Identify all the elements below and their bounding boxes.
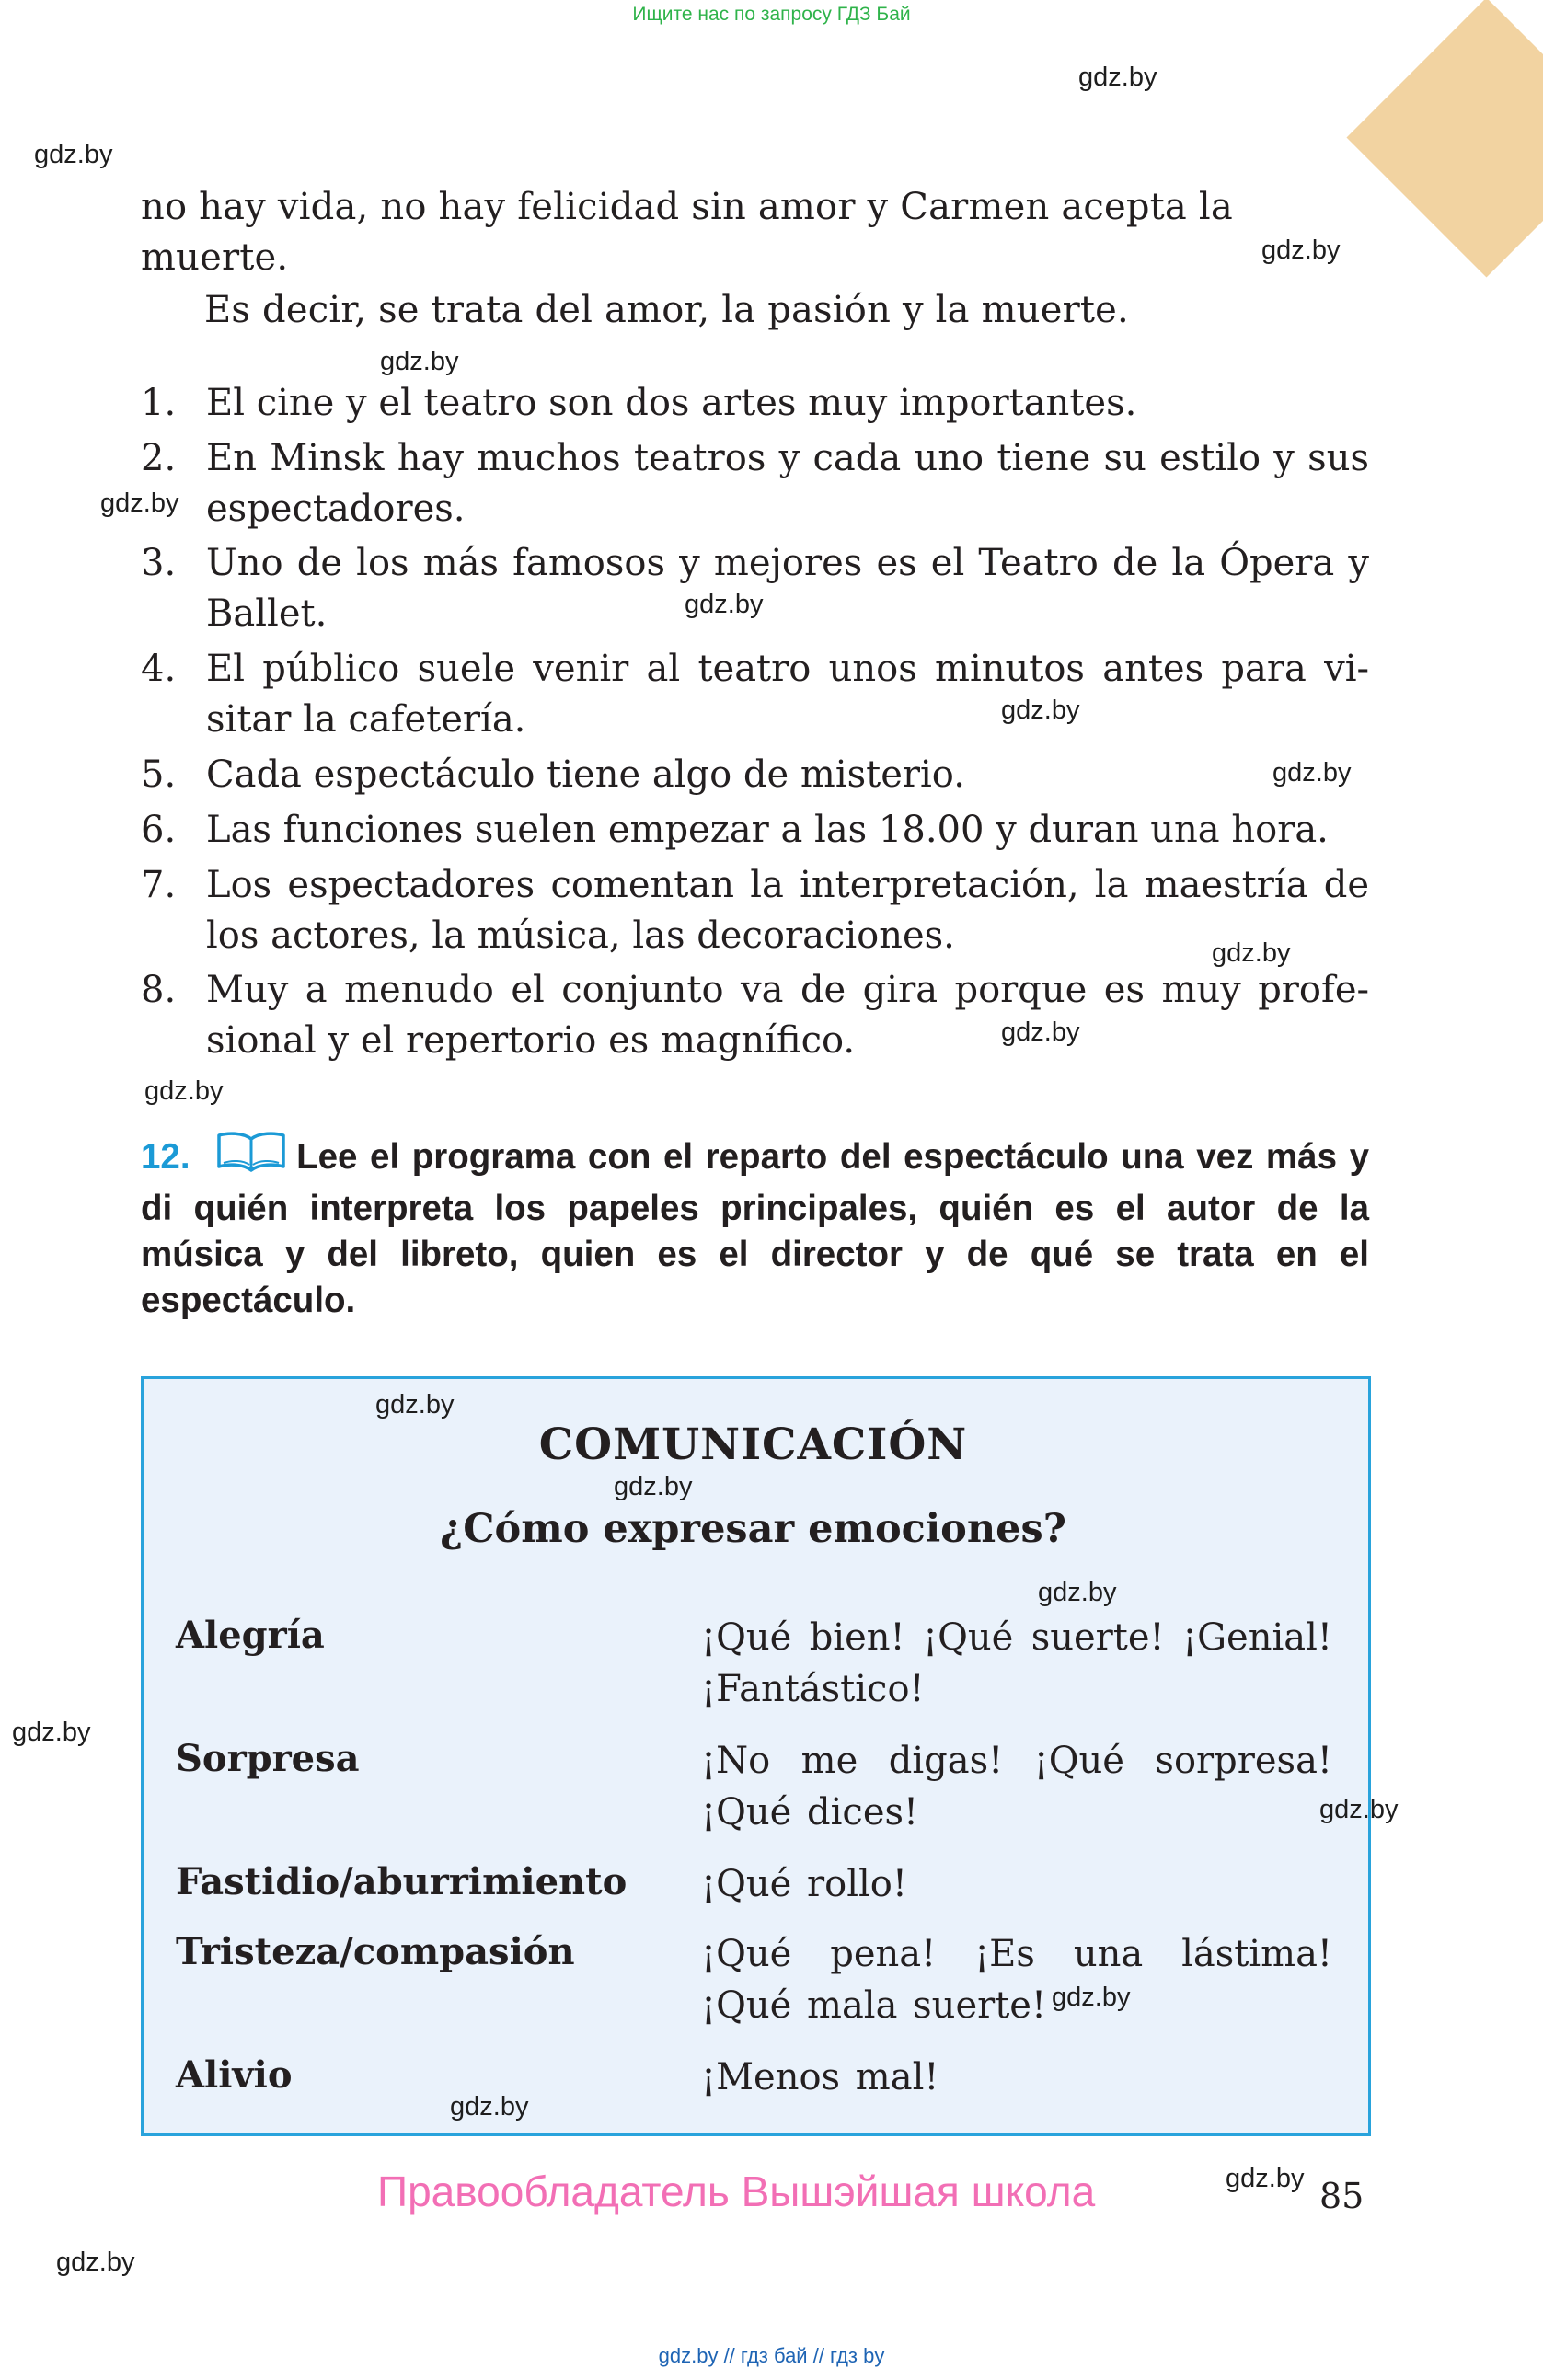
watermark: gdz.by — [12, 1718, 91, 1747]
box-subtitle: ¿Cómo expresar emociones? — [440, 1506, 1066, 1552]
item-text: Muy a menudo el conjunto va de gira porque es muy profe-sional y el repertorio es magnífico. — [206, 969, 1369, 1062]
emotion-label: Sorpresa — [176, 1737, 360, 1780]
page-number: 85 — [1319, 2176, 1365, 2216]
item-number: 7. — [141, 864, 177, 906]
watermark: gdz.by — [1001, 1018, 1080, 1047]
box-title: COMUNICACIÓN — [538, 1420, 968, 1470]
item-text: El cine y el teatro son dos artes muy importantes. — [206, 382, 1137, 424]
watermark: gdz.by — [1226, 2164, 1305, 2193]
prose-line-2: muerte. — [141, 236, 289, 279]
footer-links[interactable]: gdz.by // гдз бай // гдз by — [658, 2344, 885, 2367]
watermark: gdz.by — [1052, 1983, 1131, 2012]
item-text: Cada espectáculo tiene algo de misterio. — [206, 753, 965, 796]
task-number: 12. — [141, 1137, 190, 1177]
watermark: gdz.by — [1038, 1578, 1117, 1607]
watermark: gdz.by — [1261, 236, 1341, 265]
item-text: Los espectadores comentan la interpretación, la maestría de los actores, la música, las decoraciones. — [206, 864, 1369, 957]
emotion-expressions: ¡Menos mal! — [701, 2056, 939, 2098]
watermark: gdz.by — [1212, 938, 1291, 968]
watermark: gdz.by — [614, 1472, 693, 1501]
emotion-label: Tristeza/compasión — [176, 1930, 575, 1973]
emotion-label: Alegría — [176, 1614, 325, 1657]
watermark: gdz.by — [1272, 758, 1352, 788]
item-number: 6. — [141, 809, 177, 851]
list-item — [141, 433, 1369, 535]
open-book-icon — [215, 1130, 287, 1186]
watermark: gdz.by — [100, 489, 179, 518]
emotion-label: Fastidio/aburrimiento — [176, 1860, 628, 1903]
header-note[interactable]: Ищите нас по запросу ГДЗ Бай — [632, 4, 911, 25]
emotion-expressions: ¡Qué rollo! — [701, 1863, 907, 1905]
item-number: 1. — [141, 382, 177, 424]
emotion-expressions: ¡No me digas! ¡Qué sorpresa! ¡Qué dices! — [701, 1740, 1332, 1834]
prose-line-1: no hay vida, no hay felicidad sin amor y Carmen acepta la — [141, 186, 1233, 228]
list-item — [141, 378, 1369, 429]
list-item — [141, 965, 1369, 1066]
item-text: En Minsk hay muchos teatros y cada uno tiene su estilo y sus espectadores. — [206, 437, 1369, 530]
watermark: gdz.by — [1078, 63, 1157, 92]
list-item — [141, 538, 1369, 639]
prose-summary: Es decir, se trata del amor, la pasión y la muerte. — [204, 289, 1129, 331]
item-number: 5. — [141, 753, 177, 796]
task-text: Lee el programa con el reparto del espectáculo una vez más y di quién interpreta los papeles principales, quién es el autor de la música y del libreto, quien es el director y de qué se trata en el espectáculo. — [141, 1137, 1369, 1320]
emotion-expressions: ¡Qué bien! ¡Qué suerte! ¡Genial! ¡Fantástico! — [701, 1616, 1332, 1710]
watermark: gdz.by — [380, 347, 459, 376]
page-corner-tab — [1346, 0, 1543, 278]
list-item — [141, 805, 1369, 856]
watermark: gdz.by — [450, 2092, 529, 2121]
list-item — [141, 860, 1369, 961]
emotion-label: Alivio — [176, 2053, 293, 2097]
item-text: Uno de los más famosos y mejores es el Teatro de la Ópera y Ballet. — [206, 542, 1369, 635]
watermark: gdz.by — [375, 1390, 455, 1420]
watermark: gdz.by — [1001, 696, 1080, 725]
list-item — [141, 750, 1369, 800]
task-12 — [141, 1130, 1369, 1324]
list-item — [141, 644, 1369, 745]
watermark: gdz.by — [56, 2248, 135, 2277]
emotion-expressions: ¡Qué pena! ¡Es una lástima! ¡Qué mala suerte! — [701, 1933, 1332, 2027]
item-text: Las funciones suelen empezar a las 18.00 y duran una hora. — [206, 809, 1329, 851]
watermark: gdz.by — [1319, 1795, 1399, 1824]
item-number: 8. — [141, 969, 177, 1011]
item-text: El público suele venir al teatro unos minutos antes para vi-sitar la cafetería. — [206, 648, 1369, 741]
watermark: gdz.by — [34, 140, 113, 169]
item-number: 3. — [141, 542, 177, 584]
item-number: 2. — [141, 437, 177, 479]
rights-holder: Правообладатель Вышэйшая школа — [377, 2167, 1096, 2215]
item-number: 4. — [141, 648, 177, 690]
watermark: gdz.by — [685, 590, 764, 619]
watermark: gdz.by — [144, 1076, 224, 1106]
